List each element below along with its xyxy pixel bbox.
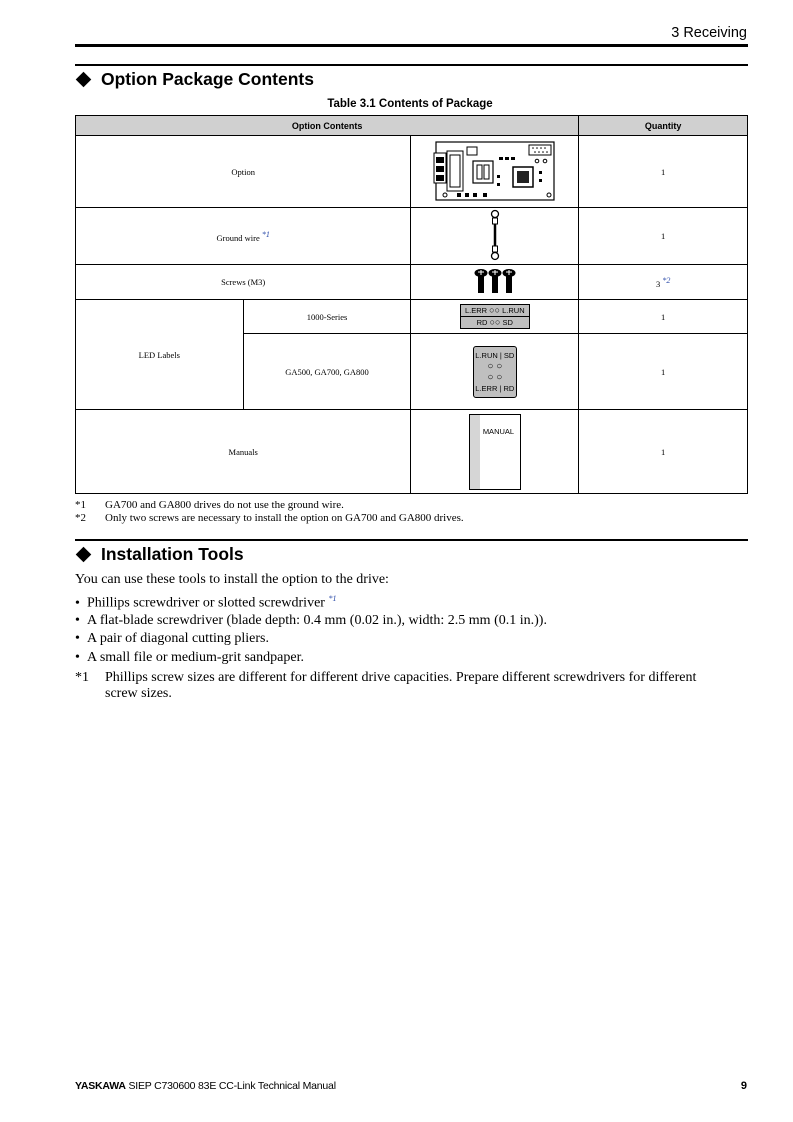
section-rule (75, 64, 748, 66)
screws-image (411, 265, 579, 300)
row-option-qty: 1 (579, 136, 748, 208)
led-label-1000-icon: L.ERR ○○ L.RUN RD ○○ SD (460, 304, 530, 329)
row-led-sub2-label: GA500, GA700, GA800 (243, 334, 411, 410)
footer-brand: YASKAWA (75, 1080, 126, 1092)
led-text: L.ERR (464, 306, 488, 315)
table-row (76, 208, 748, 265)
table-note (75, 512, 464, 524)
section-rule (75, 539, 748, 541)
tools-intro: You can use these tools to install the option to the drive: (75, 572, 389, 587)
section-title: Installation Tools (101, 544, 244, 564)
section-heading-tools (75, 544, 244, 565)
list-item (75, 650, 304, 666)
led-ga-image (411, 334, 579, 410)
row-led-sub2-qty: 1 (579, 334, 748, 410)
led-text: SD (502, 318, 513, 327)
footer-manual-title (75, 1080, 336, 1092)
page-number: 9 (740, 1080, 747, 1092)
chapter-header: 3 Receiving (671, 25, 747, 41)
bullet-ref: *1 (328, 594, 337, 603)
row-ground-label (76, 208, 411, 265)
note-text: Phillips screw sizes are different for different drive capacities. Prepare different screwdrivers for different (105, 670, 697, 685)
row-led-sub1-qty: 1 (579, 300, 748, 334)
row-ground-qty: 1 (579, 208, 748, 265)
list-item (75, 594, 336, 612)
row-led-sub1-label: 1000-Series (243, 300, 411, 334)
row-option-label: Option (76, 136, 411, 208)
ground-wire-text: Ground wire (216, 232, 260, 243)
table-row (76, 300, 748, 334)
note-text: screw sizes. (105, 686, 172, 701)
screws-qty-value: 3 (655, 278, 661, 289)
ground-wire-image (411, 208, 579, 265)
diamond-bullet-icon (76, 547, 92, 563)
list-item (75, 613, 547, 629)
row-led-label: LED Labels (76, 300, 244, 410)
bullet-text: A small file or medium-grit sandpaper. (87, 650, 304, 665)
table-row (76, 136, 748, 208)
led-text: L.ERR (475, 383, 498, 393)
option-board-image (411, 136, 579, 208)
table-caption: Table 3.1 Contents of Package (327, 98, 493, 110)
led-1000-image (411, 300, 579, 334)
row-screws-label: Screws (M3) (76, 265, 411, 300)
led-text: RD (503, 383, 515, 393)
ground-wire-ref: *1 (261, 229, 270, 239)
section-heading-package (75, 69, 314, 90)
table-row (76, 410, 748, 494)
table-row (76, 265, 748, 300)
manual-image (411, 410, 579, 494)
contents-table (75, 115, 748, 494)
row-manuals-qty: 1 (579, 410, 748, 494)
table-header-row (76, 116, 748, 136)
note-text: GA700 and GA800 drives do not use the ground wire. (105, 499, 344, 511)
screws-icon (473, 268, 517, 294)
row-manuals-label: Manuals (76, 410, 411, 494)
ground-wire-icon (487, 209, 503, 261)
manual-book-icon (469, 414, 521, 490)
led-text: L.RUN (475, 350, 498, 360)
tools-note (75, 670, 748, 702)
manual-cover-text: MANUAL (482, 426, 515, 436)
header-option-contents: Option Contents (76, 116, 579, 136)
note-mark: *2 (75, 512, 86, 524)
note-mark: *1 (75, 499, 86, 511)
option-board-icon (433, 139, 557, 203)
screws-qty-ref: *2 (662, 275, 671, 285)
list-item (75, 631, 269, 647)
table-note (75, 499, 344, 511)
note-text: Only two screws are necessary to install the option on GA700 and GA800 drives. (105, 512, 464, 524)
bullet-mark: • (75, 650, 80, 665)
bullet-mark: • (75, 613, 80, 628)
note-mark: *1 (75, 670, 89, 685)
header-quantity: Quantity (579, 116, 748, 136)
footer-title-rest: SIEP C730600 83E CC-Link Technical Manual (125, 1080, 336, 1092)
bullet-mark: • (75, 595, 80, 611)
bullet-mark: • (75, 631, 80, 646)
row-screws-qty (579, 265, 748, 300)
section-title: Option Package Contents (101, 69, 314, 89)
led-text: SD (503, 350, 515, 360)
header-rule (75, 44, 748, 47)
led-text: L.RUN (502, 306, 525, 315)
bullet-text: A pair of diagonal cutting pliers. (87, 631, 269, 646)
led-label-ga-icon: L.RUN | SD ○ ○ ○ ○ L.ERR | RD (473, 346, 517, 398)
bullet-text: Phillips screwdriver or slotted screwdriver (87, 595, 325, 611)
bullet-text: A flat-blade screwdriver (blade depth: 0.4 mm (0.02 in.), width: 2.5 mm (0.1 in.)). (87, 613, 547, 628)
diamond-bullet-icon (76, 72, 92, 88)
led-text: RD (476, 318, 488, 327)
